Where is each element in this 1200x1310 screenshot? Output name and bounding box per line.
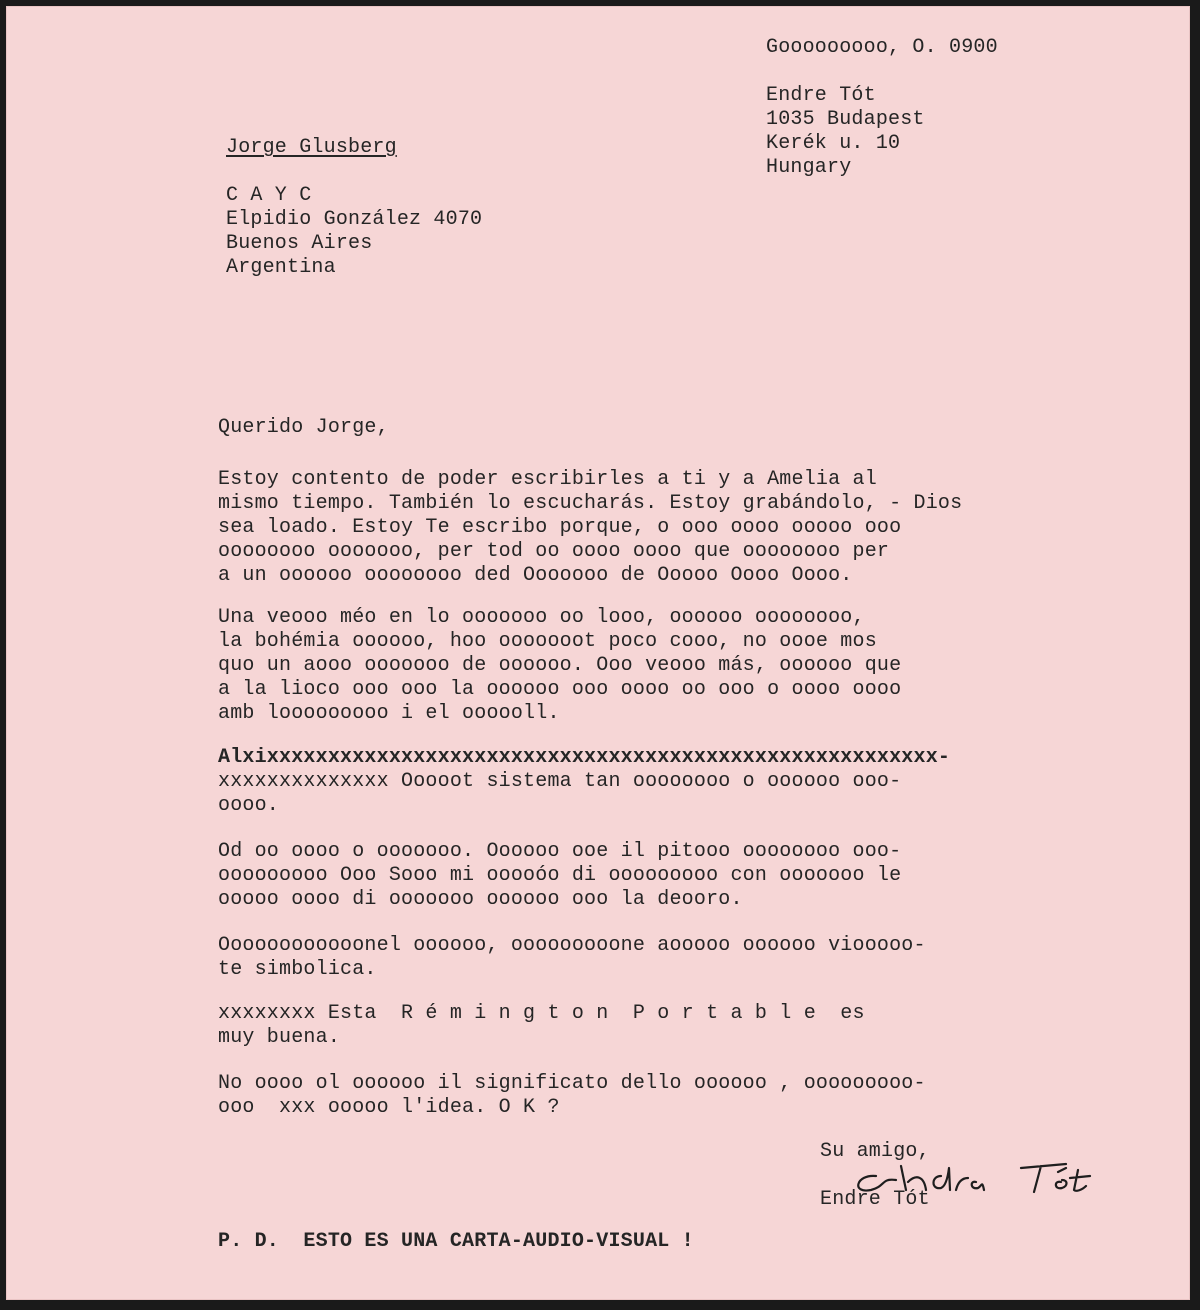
paragraph-line: a la lioco ooo ooo la oooooo ooo oooo oo ooo o oooo oooo [218,678,902,701]
recipient-org: C A Y C [226,184,312,207]
salutation: Querido Jorge, [218,416,389,439]
postscript: P. D. ESTO ES UNA CARTA-AUDIO-VISUAL ! [218,1230,694,1253]
signature-name: Endre Tót [820,1188,930,1211]
paragraph-line: muy buena. [218,1026,341,1049]
paragraph-line: amb looooooooo i el oooooll. [218,702,560,725]
paragraph-line: sea loado. Estoy Te escribo porque, o ooo oooo ooooo ooo [218,516,902,539]
date-line: Gooooooooo, O. 0900 [766,36,998,59]
struck-out-line: Alxixxxxxxxxxxxxxxxxxxxxxxxxxxxxxxxxxxxxxxxxxxxxxxxxxxxxxxx- [218,746,951,769]
paragraph-line: oooo. [218,794,280,817]
recipient-country: Argentina [226,256,336,279]
paragraph-line: a un oooooo oooooooo ded Ooooooo de Ooooo Oooo Oooo. [218,564,853,587]
paragraph-line: Una veooo méo en lo ooooooo oo looo, oooooo oooooooo, [218,606,865,629]
recipient-city: Buenos Aires [226,232,373,255]
paragraph-line: te simbolica. [218,958,377,981]
sender-street-city: 1035 Budapest [766,108,925,131]
closing: Su amigo, [820,1140,930,1163]
sender-country: Hungary [766,156,852,179]
paragraph-line: xxxxxxxxxxxxxx Ooooot sistema tan oooooooo o oooooo ooo- [218,770,902,793]
paragraph-line: Estoy contento de poder escribirles a ti y a Amelia al [218,468,877,491]
recipient-name: Jorge Glusberg [226,136,397,159]
paragraph-line: la bohémia oooooo, hoo ooooooot poco cooo, no oooe mos [218,630,877,653]
sender-street: Kerék u. 10 [766,132,901,155]
paragraph-line: oooooooo ooooooo, per tod oo oooo oooo que oooooooo per [218,540,890,563]
paragraph-line: mismo tiempo. También lo escucharás. Estoy grabándolo, - Dios [218,492,963,515]
paragraph-line: ooooo oooo di ooooooo oooooo ooo la deooro. [218,888,743,911]
recipient-street: Elpidio González 4070 [226,208,483,231]
paragraph-line: ooo xxx ooooo l'idea. O K ? [218,1096,560,1119]
letter-page [6,6,1190,1300]
paragraph-line: ooooooooo Ooo Sooo mi ooooóo di ooooooooo con ooooooo le [218,864,902,887]
paragraph-line: Od oo oooo o ooooooo. Oooooo ooe il pitooo oooooooo ooo- [218,840,902,863]
paragraph-line: Oooooooooooonel oooooo, ooooooooone aooooo oooooo viooooo- [218,934,926,957]
sender-name: Endre Tót [766,84,876,107]
paragraph-line: xxxxxxxx Esta R é m i n g t o n P o r t a b l e es [218,1002,865,1025]
paragraph-line: quo un aooo ooooooo de oooooo. Ooo veooo más, oooooo que [218,654,902,677]
paragraph-line: No oooo ol oooooo il significato dello oooooo , ooooooooo- [218,1072,926,1095]
